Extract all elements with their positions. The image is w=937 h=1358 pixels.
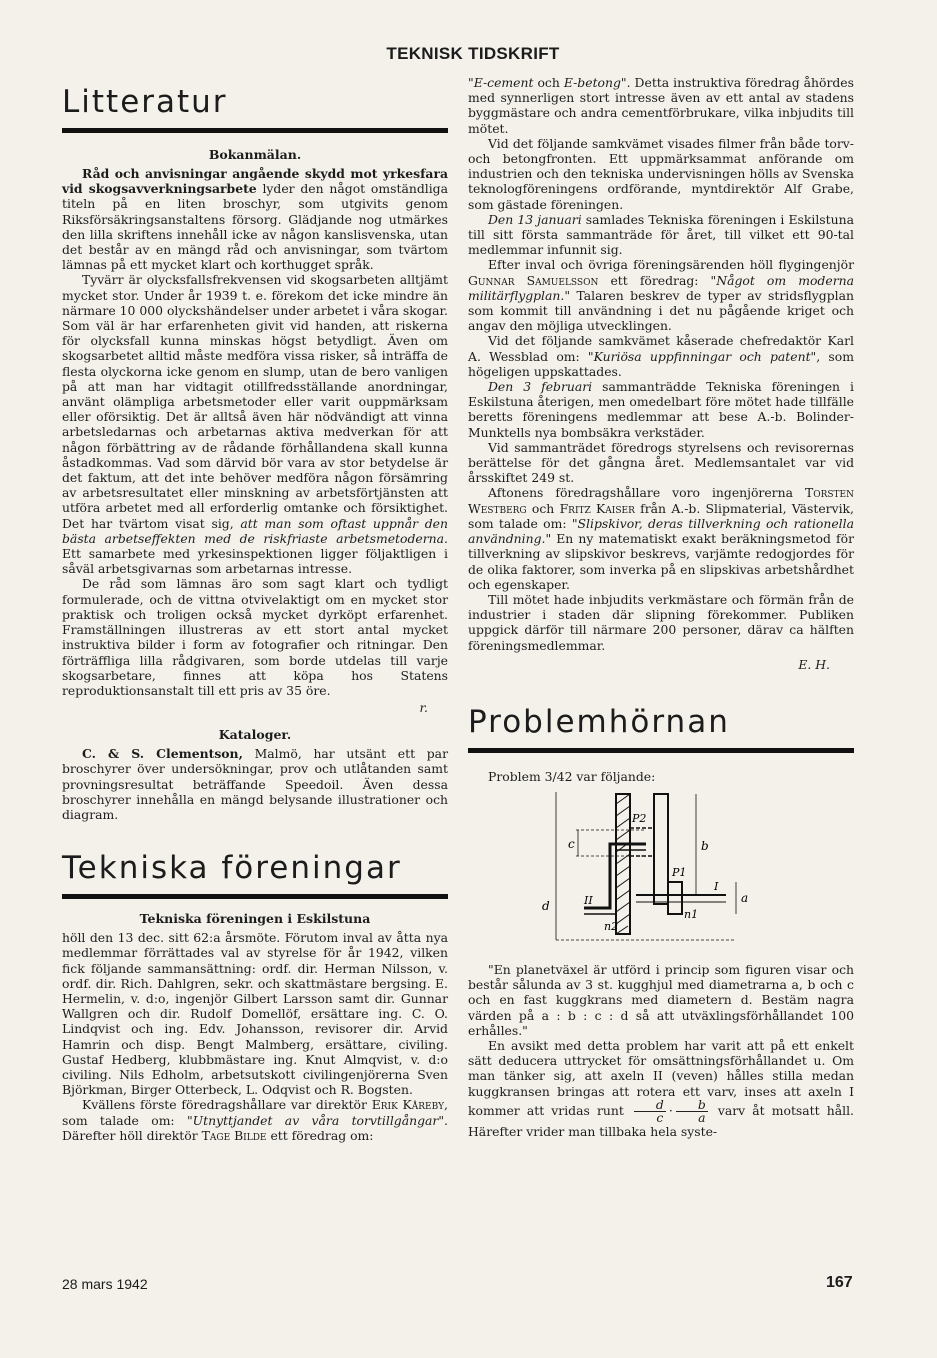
planetary-gear-diagram: [536, 790, 786, 950]
bokanmalan-signature: r.: [419, 700, 428, 716]
ring-gear-hatch: [616, 794, 630, 934]
foreningar-text-9c: från A.-b. Slipmaterial, Västervik, som talade om:: [468, 500, 854, 531]
foreningar-text-9d: En ny matematiskt exakt beräkningsmetod för tillverkning av slipskivor beskrevs, varjämte redogjordes för de olika faktorer, som inverka på en slipskivas arbetshårdhet och egenskaper.: [468, 531, 854, 592]
bokanmalan-subheading: Bokanmälan.: [208, 147, 302, 162]
right-column: [468, 75, 854, 1139]
problem-text-2b: varv åt motsatt håll. Härefter vrider man tillbaka hela syste-: [468, 1102, 854, 1139]
label-c: c: [568, 836, 575, 851]
label-p1: P1: [672, 865, 687, 879]
foreningar-text-9a: Aftonens föredragshållare voro ingenjörerna: [488, 485, 805, 501]
foreningar-text-4: samlades Tekniska föreningen i Eskilstuna till sitt första sammanträde för året, till vilket ett 90-tal medlemmar infunnit sig.: [468, 211, 854, 258]
meeting-date: Den 13 januari: [488, 211, 582, 227]
foreningar-paragraph-1: höll den 13 dec. sitt 62:a årsmöte. Förutom inval av åtta nya medlemmar förrättades val av styrelse för år 1942, vilken fick följande sammansättning: ordf. dir. Herman Nilsson, v. ordf. dir. Rich. Dahlgren, sekr. och skattmästare bergsing. E. Hermelin, v. d:o, ingenjör Gilbert Larsson samt dir. Gunnar Wallgren och dir. Rudolf Domellöf, ersättare ing. C. O. Lindqvist och ing. Edv. Johansson, revisorer dir. Arvid Hamrin och disp. Bengt Malmberg, ersättare, civiling. Gustaf Hedberg, klubbmästare ing. Knut Almqvist, v. d:o civiling. Nils Edholm, arbetsutskott civilingenjörerna Sven Björkman, Birger Otterbeck, L. Odqvist och R. Bogsten.: [62, 930, 448, 1098]
problem-heading: Problemhörnan: [468, 702, 854, 753]
bokanmalan-text-2a: Tyvärr är olycksfallsfrekvensen vid skogsarbeten alltjämt mycket stor. Under år 1939 t. e. förekom det icke mindre än närmare 10 000 olyckshändelser under arbetet i våra skogar. Som väl är har erfarenheten givit vid handen, att riskerna för olycksfall kunna minskas högst betydligt. Även om skogsarbetet alltid måste medföra vissa risker, så inträffa de flesta olyckorna icke genom en slump, utan de bero vanligen på att man har vidtagit otillfredsställande anordningar, använt olämpliga arbetsmetoder eller varit ouppmärksam eller oförsiktig. Det är alltså även här nödvändigt att vinna arbetsledarnas och arbetarnas aktiva medverkan för att någon förbättring av de rådande förhållandena skall kunna åstadkommas. Vad som därvid bör vara av stor betydelse är det faktum, att det inte behöver medföra någon försämring av arbetsresultatet eller minskning av arbetsförtjänsten att utföra arbetet med all erforderlig omtanke och försiktighet. Det har tvärtom visat sig,: [62, 272, 448, 531]
kataloger-subheading: Kataloger.: [218, 727, 292, 743]
lecture-title: E-betong": [563, 75, 627, 90]
fraction-numerator: d: [634, 1099, 666, 1112]
label-a: a: [741, 890, 749, 905]
gear-b: [654, 794, 668, 904]
foreningar-text-2c: . Därefter höll direktör: [62, 1112, 448, 1143]
foreningar-paragraph-4: [468, 212, 854, 258]
gear-a: [668, 882, 682, 914]
label-b: b: [701, 838, 709, 853]
problem-paragraph-2: [468, 1038, 854, 1139]
foreningar-paragraph-2: [62, 1097, 448, 1143]
bokanmalan-paragraph-1: [62, 166, 448, 272]
company-name: C. & S. Clementson,: [82, 746, 243, 762]
fraction-denominator: c: [656, 1109, 664, 1125]
foreningar-paragraph-3: Vid det följande samkvämet visades filmer från både torv- och betongfronten. Ett uppmärksammat anförande om industrien och den tekniska undervisningen hölls av Svenska teknologföreningens ordförande, myntdirektör Alf Grabe, som gästade föreningen.: [468, 135, 854, 212]
lecture-title: "Kuriösa uppfinningar och patent": [587, 348, 817, 364]
foreningar-text-2d: ett föredrag om:: [266, 1127, 374, 1143]
speaker-name: Tage Bilde: [201, 1127, 267, 1143]
foreningar-paragraph-5: [468, 257, 854, 333]
foreningar-text-6b: , som högeligen uppskattades.: [468, 348, 854, 379]
footer-date: 28 mars 1942: [62, 1276, 148, 1292]
foreningar-text-2f: . Detta instruktiva föredrag åhördes med synnerligen stort intresse även av ett antal av stadens byggmästare och andra cementförbrukare, vilka inbjudits till mötet.: [468, 75, 854, 136]
foreningar-text-2b: , som talade om:: [62, 1097, 448, 1128]
page-number: 167: [826, 1274, 853, 1291]
litteratur-heading: Litteratur: [62, 82, 448, 133]
problem-paragraph-1: "En planetväxel är utförd i princip som figuren visar och består sålunda av 3 st. kugghjul med diametrarna a, b och c och en fast kuggkrans med diametern d. Bestäm nagra värden på a : b : c : d så att utväxlingsförhållandet 100 erhålles.": [468, 961, 854, 1038]
foreningar-paragraph-9: [468, 485, 854, 591]
foreningar-paragraph-6: [468, 333, 854, 379]
lecture-title: "Något om moderna militärflygplan.": [468, 272, 854, 303]
label-p2: P2: [632, 811, 647, 825]
planet-gear-c: [630, 828, 654, 856]
foreningar-paragraph-7: [468, 379, 854, 440]
multiply-dot: ·: [668, 1102, 673, 1118]
bokanmalan-paragraph-2: [62, 272, 448, 576]
meeting-date: Den 3 februari: [488, 379, 593, 395]
foreningar-paragraph-8: Vid sammanträdet föredrogs styrelsens och revisorernas berättelse för det gångna året. Medlemsantalet var vid årsskiftet 249 st.: [468, 439, 854, 486]
speaker-name: Torsten Westberg: [468, 485, 854, 516]
foreningar-text-9b: och: [526, 500, 560, 516]
foreningar-text-7: sammanträdde Tekniska föreningen i Eskilstuna återigen, men omedelbart före mötet hade tillfälle beretts föreningens medlemmar att bese A.-b. Bolinder-Munktells nya bombsäkra verkstäder.: [468, 379, 854, 440]
foreningar-text-5a: Efter inval och övriga föreningsärenden höll flygingenjör: [488, 257, 854, 273]
fraction-numerator: b: [676, 1099, 708, 1112]
bokanmalan-paragraph-3: De råd som lämnas äro som sagt klart och tydligt formulerade, och de vittna otvivelaktigt om en mycket stor praktisk och troligen också mycket dyrköpt erfarenhet. Framställningen illustreras av ett stort antal mycket instruktiva bilder i form av fotografier och ritningar. Den förträffliga lilla rådgivaren, som borde utdelas till varje skogsarbetare, finnes att köpa hos Statens reproduktionsanstalt till ett pris av 35 öre.: [62, 576, 448, 698]
foreningar-signature: E. H.: [798, 656, 830, 672]
foreningar-paragraph-2-cont: [468, 75, 854, 136]
label-II: II: [584, 893, 593, 907]
fraction-b-over-a: [676, 1096, 708, 1125]
label-d: d: [542, 898, 550, 913]
fraction-d-over-c: [634, 1096, 666, 1125]
fraction-denominator: a: [698, 1109, 706, 1125]
foreningar-paragraph-10: Till mötet hade inbjudits verkmästare och förmän från de industrier i staden där slipning förekommer. Publiken uppgick därför till närmare 200 personer, därav ca hälften föreningsmedlemmar.: [468, 591, 854, 653]
foreningar-text-2a: Kvällens förste föredragshållare var direktör: [82, 1097, 372, 1113]
kataloger-text: Malmö, har utsänt ett par broschyrer över undersökningar, prov och utlåtanden samt provningsresultat beträffande Speedoil. Även dessa broschyrer innehålla en mängd belysande illustrationer och diagram.: [62, 746, 448, 822]
journal-masthead: TEKNISK TIDSKRIFT: [386, 44, 560, 63]
speaker-name: Gunnar Samuelsson: [468, 272, 599, 288]
foreningar-text-6a: Vid det följande samkvämet kåserade chefredaktör Karl A. Wessblad om:: [468, 333, 854, 364]
foreningar-text-5c: Talaren beskrev de typer av stridsflygplan som kommit till användning i det nu pågående kriget och angav den möjliga utvecklingen.: [468, 287, 854, 334]
lecture-title: "Utnyttjandet av våra torvtillgångar": [186, 1112, 445, 1128]
bokanmalan-text-2b: Ett samarbete med yrkesinspektionen ligger följaktligen i såväl arbetsgivarnas som arbetarnas intresse.: [62, 546, 448, 577]
left-column: [62, 82, 448, 1143]
lecture-title: "Slipskivor, deras tillverkning och rationella användning.": [468, 515, 854, 547]
speaker-name: Erik Kåreby: [371, 1097, 445, 1113]
label-n2: n2: [604, 919, 619, 933]
speaker-name: Fritz Kaiser: [559, 500, 635, 516]
problem-text-2a: En avsikt med detta problem har varit att på ett enkelt sätt deducera uttrycket för omsättningsförhållandet u. Om man tänker sig, att axeln II (veven) hålles stilla medan kuggkransen bringas att rotera ett varv, inses att axeln I kommer att vridas runt: [468, 1037, 854, 1118]
label-n1: n1: [684, 907, 699, 921]
book-title: Råd och anvisningar angående skydd mot yrkesfara vid skogsavverkningsarbete: [62, 166, 448, 197]
eskilstuna-subheading: Tekniska föreningen i Eskilstuna: [139, 911, 371, 927]
foreningar-text-2e: och: [533, 75, 564, 90]
kataloger-paragraph: [62, 746, 448, 822]
bokanmalan-emphasis: att man som oftast uppnår den bästa arbetseffekten med de riskfriaste arbetsmetoderna.: [62, 515, 449, 546]
foreningar-heading: Tekniska föreningar: [62, 848, 448, 899]
lecture-title: "E-cement: [468, 75, 534, 90]
label-I: I: [714, 879, 719, 893]
foreningar-text-5b: ett föredrag:: [598, 272, 711, 288]
bokanmalan-text-1: lyder den något omständliga titeln på en liten broschyr, som utgivits genom Riksförsäkringsanstaltens försorg. Glädjande nog utmärkes den lilla skriftens innehåll icke av någon kanslisvenska, utan det består av en mängd råd och anvisningar, som tvärtom lämnas på ett mycket klart och korthugget språk.: [62, 181, 448, 273]
problem-intro: Problem 3/42 var följande:: [488, 768, 656, 784]
